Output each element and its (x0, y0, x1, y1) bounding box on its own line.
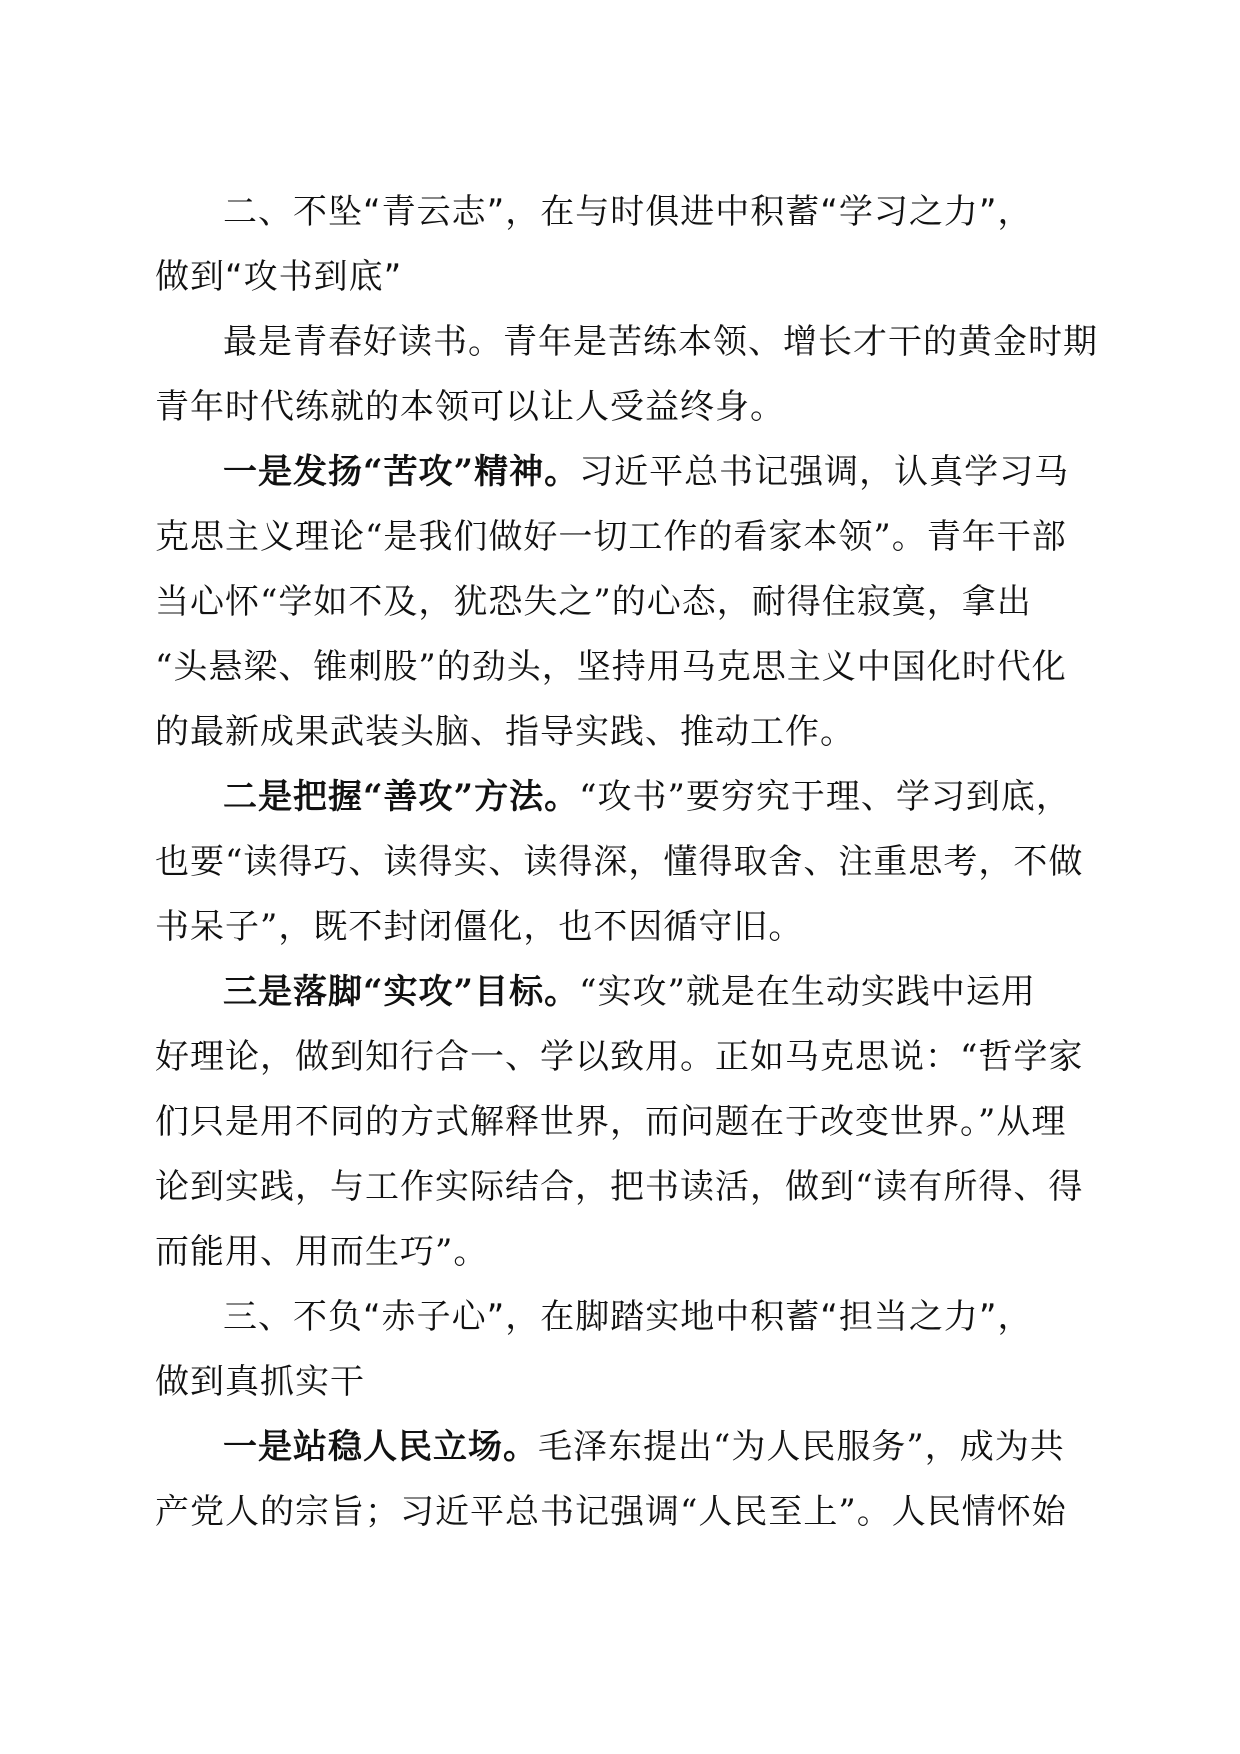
intro-line-1: 最是青春好读书。青年是苦练本领、增长才干的黄金时期 (223, 322, 1098, 362)
point-3-first-text: “实攻”就是在生动实践中运用 (579, 972, 1036, 1012)
point-3-line: 们只是用不同的方式解释世界，而问题在于改变世界。”从理 (155, 1102, 1067, 1142)
point-3-line: 好理论，做到知行合一、学以致用。正如马克思说：“哲学家 (155, 1037, 1084, 1077)
point-3-line: 而能用、用而生巧”。 (155, 1232, 489, 1272)
intro-line-2: 青年时代练就的本领可以让人受益终身。 (155, 387, 785, 427)
point-1-line: 的最新成果武装头脑、指导实践、推动工作。 (155, 712, 855, 752)
document-body (155, 180, 1098, 1545)
section-2-heading-line-1: 二、不坠“青云志”，在与时俱进中积蓄“学习之力”， (223, 192, 1033, 232)
point-1-lead: 一是发扬“苦攻”精神。 (223, 452, 580, 492)
point-2-lead: 二是把握“善攻”方法。 (223, 777, 580, 817)
point-1-first-line (155, 440, 1085, 505)
section-3-heading-line-1: 三、不负“赤子心”，在脚踏实地中积蓄“担当之力”， (223, 1297, 1033, 1337)
point-2-line: 书呆子”，既不封闭僵化，也不因循守旧。 (155, 907, 804, 947)
point-3-line: 论到实践，与工作实际结合，把书读活，做到“读有所得、得 (155, 1167, 1084, 1207)
section-3-heading-line-2: 做到真抓实干 (155, 1362, 365, 1402)
point-3-lead: 三是落脚“实攻”目标。 (223, 972, 580, 1012)
section-3-point-1-first-text: 毛泽东提出“为人民服务”，成为共 (538, 1427, 1065, 1467)
section-3-point-1-first-line (155, 1415, 1085, 1480)
point-1-line: 当心怀“学如不及，犹恐失之”的心态，耐得住寂寞，拿出 (155, 582, 1032, 622)
point-2-line: 也要“读得巧、读得实、读得深，懂得取舍、注重思考，不做 (155, 842, 1084, 882)
section-3-point-1-lead: 一是站稳人民立场。 (223, 1427, 538, 1467)
point-3-first-line (155, 960, 1085, 1025)
point-2-first-line (155, 765, 1085, 830)
point-2-first-text: “攻书”要穷究于理、学习到底， (579, 777, 1071, 817)
section-2-heading-line-2: 做到“攻书到底” (155, 257, 403, 297)
point-1-line: “头悬梁、锥刺股”的劲头，坚持用马克思主义中国化时代化 (155, 647, 1067, 687)
point-1-line: 克思主义理论“是我们做好一切工作的看家本领”。青年干部 (155, 517, 1067, 557)
point-1-first-text: 习近平总书记强调，认真学习马 (579, 452, 1070, 492)
section-3-point-1-line: 产党人的宗旨；习近平总书记强调“人民至上”。人民情怀始 (155, 1492, 1067, 1532)
